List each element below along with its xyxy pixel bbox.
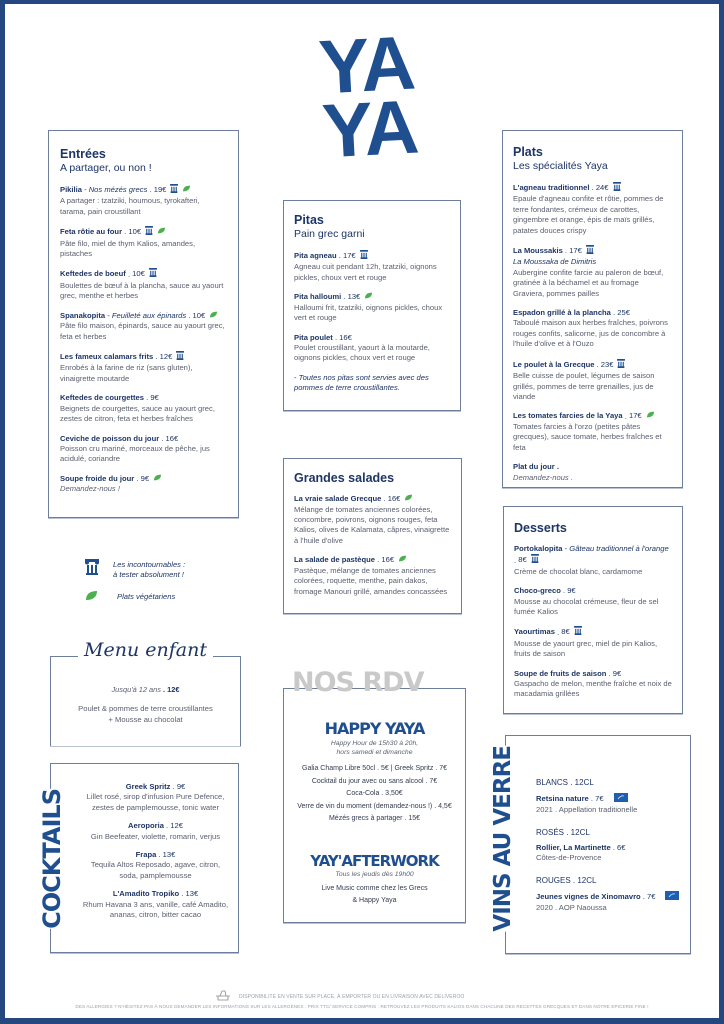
item-name: Soupe de fruits de saison bbox=[514, 668, 607, 678]
legend-vegetarian bbox=[85, 588, 245, 606]
item-title bbox=[294, 333, 450, 343]
cocktail-item bbox=[81, 850, 230, 881]
item-title bbox=[294, 494, 451, 505]
menu-page bbox=[5, 4, 719, 1018]
item-title bbox=[514, 544, 672, 567]
rdv-section bbox=[283, 667, 466, 923]
item-price: . 25€ bbox=[611, 308, 630, 317]
leaf-icon bbox=[209, 311, 218, 321]
item-description: Demandez-nous ! bbox=[60, 484, 120, 494]
item-name: Pita halloumi bbox=[294, 292, 342, 302]
item-title bbox=[60, 393, 227, 403]
item-title bbox=[514, 626, 672, 638]
footnote-text: Toutes nos pitas sont servies avec des pommes de terre croustillantes. bbox=[294, 372, 429, 393]
menu-item bbox=[513, 462, 672, 483]
item-name: Yaourtimas bbox=[514, 627, 555, 637]
organic-label-icon bbox=[665, 891, 679, 903]
afterwork-line: & Happy Yaya bbox=[352, 897, 397, 904]
item-description: Mousse au chocolat crémeuse, fleur de sel fumée Kalios bbox=[514, 596, 659, 617]
wine-name: Rollier, La Martinette bbox=[536, 842, 611, 852]
cocktail-item bbox=[81, 782, 230, 813]
offer-line: Coca-Cola . 3,50€ bbox=[346, 790, 403, 797]
menu-item bbox=[60, 268, 227, 301]
menu-item bbox=[60, 311, 227, 342]
menu-item bbox=[60, 393, 227, 424]
item-title bbox=[294, 250, 450, 262]
item-description: Pâte filo maison, épinards, sauce au yaourt grec, feta et herbes bbox=[60, 321, 225, 341]
menu-enfant-section bbox=[50, 639, 241, 746]
kids-age-price bbox=[51, 685, 240, 695]
legend bbox=[85, 559, 245, 606]
cocktail-name: L'Amadito Tropiko bbox=[112, 889, 180, 899]
item-name: L'agneau traditionnel bbox=[513, 183, 590, 193]
happy-yaya-title: HAPPY YAYA bbox=[324, 719, 425, 738]
item-note: - Nos mézés grecs bbox=[82, 185, 147, 194]
menu-item bbox=[513, 411, 672, 453]
happy-offers bbox=[284, 763, 465, 826]
item-title bbox=[513, 182, 672, 194]
item-title bbox=[60, 311, 227, 322]
wine-name: Retsina nature bbox=[536, 794, 589, 804]
wine-title bbox=[536, 891, 682, 903]
section-title: Menu enfant bbox=[78, 639, 213, 661]
column-icon bbox=[170, 184, 178, 196]
footer-availability: DISPONIBILITE EN VENTE SUR PLACE, À EMPORTER OU EN LIVRAISON AVEC DELIVEROO bbox=[239, 994, 465, 1000]
section-title: Plats bbox=[513, 145, 543, 159]
offer-line: Galia Champ Libre 50cl . 5€ | Greek Spritz . 7€ bbox=[302, 765, 447, 772]
item-price: . 12€ bbox=[153, 352, 172, 361]
item-title bbox=[60, 268, 227, 280]
cocktail-price: . 12€ bbox=[164, 821, 183, 830]
column-icon bbox=[145, 226, 153, 238]
cocktail-price: . 9€ bbox=[170, 782, 185, 791]
item-note: - Feuilleté aux épinards bbox=[105, 311, 186, 320]
menu-item bbox=[294, 333, 450, 364]
item-description: Beignets de courgettes, sauce au yaourt grec, zestes de citron, feta et herbes fraîches bbox=[60, 403, 215, 424]
cocktail-description: Tequila Altos Reposado, agave, citron, soda, pamplemousse bbox=[90, 860, 221, 880]
cocktail-title bbox=[81, 782, 230, 792]
item-price: . 10€ bbox=[122, 227, 141, 236]
item-description: Poulet croustillant, yaourt à la moutarde, oignons pickles, choux vert et rouge bbox=[294, 343, 430, 363]
pitas-section bbox=[283, 200, 461, 411]
leaf-icon bbox=[404, 494, 413, 504]
item-title bbox=[60, 351, 227, 363]
wine-description: 2020 . AOP Naoussa bbox=[536, 903, 607, 913]
section-subtitle: A partager, ou non ! bbox=[60, 162, 152, 174]
section-title: Desserts bbox=[514, 521, 567, 535]
item-title bbox=[60, 226, 227, 238]
logo-line-2: YA bbox=[320, 84, 420, 175]
cocktail-name: Frapa bbox=[135, 850, 157, 860]
leaf-icon bbox=[364, 292, 373, 302]
offer-line: Cocktail du jour avec ou sans alcool . 7€ bbox=[311, 777, 438, 785]
item-title bbox=[513, 411, 672, 422]
menu-item bbox=[294, 250, 450, 283]
item-title bbox=[60, 474, 227, 485]
wine-price: . 7€ bbox=[589, 794, 604, 803]
item-description: Boulettes de bœuf à la plancha, sauce au yaourt grec, menthe et herbes bbox=[60, 280, 224, 301]
wine-item bbox=[536, 793, 682, 816]
wine-price: . 7€ bbox=[641, 892, 656, 901]
menu-item bbox=[60, 351, 227, 384]
item-name: Keftedes de boeuf bbox=[60, 269, 126, 279]
salades-section bbox=[283, 458, 462, 614]
item-description: Tomates farcies à l'orzo (petites pâtes grecques), sauce tomate, herbes fraîches et feta bbox=[513, 421, 662, 452]
wine-title bbox=[536, 793, 682, 805]
leaf-icon bbox=[157, 227, 166, 237]
menu-item bbox=[513, 245, 672, 299]
item-name: Spanakopita bbox=[60, 310, 106, 320]
column-icon bbox=[85, 559, 107, 580]
item-title bbox=[513, 359, 672, 371]
happy-hours: Happy Hour de 15h30 à 20h, bbox=[330, 740, 419, 747]
wine-group-label: BLANCS . 12CL bbox=[536, 778, 594, 787]
menu-item bbox=[513, 359, 672, 403]
leaf-icon bbox=[646, 411, 655, 421]
wine-item bbox=[536, 843, 682, 864]
item-name: La Moussakis bbox=[513, 246, 563, 256]
item-title bbox=[294, 292, 450, 303]
item-price: . 9€ bbox=[606, 669, 621, 678]
leaf-icon bbox=[182, 185, 191, 195]
item-name: Pita agneau bbox=[294, 251, 337, 261]
menu-item bbox=[60, 184, 227, 217]
menu-item bbox=[60, 434, 227, 465]
item-price: . 19€ bbox=[147, 185, 166, 194]
item-name: Les tomates farcies de la Yaya bbox=[513, 411, 623, 421]
footer-allergens: DES ALLERGIES ? N'HÉSITEZ PAS À NOUS DEMANDER LES INFORMATIONS SUR LES ALLERGÈNES . PRIX TTC/ SERVICE COMPRIS . RETROUVEZ LES PRODUITS KALIOS DANS CHACUNE DES RECETTES GRECQUES ET DANS NOTRE EPICERIE FINE ! bbox=[75, 1004, 649, 1009]
cocktail-title bbox=[81, 821, 230, 831]
item-description: Crème de chocolat blanc, cardamome bbox=[514, 566, 643, 576]
item-name: Keftedes de courgettes bbox=[60, 393, 144, 403]
item-price: . 24€ bbox=[589, 183, 608, 192]
item-price: . 16€ bbox=[381, 494, 400, 503]
item-name: Le poulet à la Grecque bbox=[513, 359, 595, 369]
offer-line: Mézés grecs à partager . 15€ bbox=[328, 815, 421, 822]
menu-item bbox=[513, 182, 672, 236]
item-title bbox=[60, 184, 227, 196]
column-icon bbox=[176, 351, 184, 363]
wine-group-label: ROSÉS . 12CL bbox=[536, 827, 590, 837]
item-title bbox=[514, 586, 672, 596]
item-price: . 9€ bbox=[134, 474, 149, 483]
wine-description: Côtes-de-Provence bbox=[536, 853, 602, 863]
item-price: . 8€ bbox=[514, 556, 527, 565]
desc-line: + Mousse au chocolat bbox=[108, 714, 183, 724]
section-subtitle: Les spécialités Yaya bbox=[513, 160, 608, 172]
plats-section bbox=[502, 130, 683, 488]
item-price: . 23€ bbox=[594, 360, 613, 369]
happy-days: hors samedi et dimanche bbox=[336, 749, 413, 756]
wine-price: . 6€ bbox=[611, 843, 626, 852]
legend-text: Les incontournables : bbox=[113, 559, 186, 569]
item-name: Soupe froide du jour bbox=[60, 473, 135, 483]
item-name: La vraie salade Grecque bbox=[294, 494, 382, 504]
item-description: Belle cuisse de poulet, légumes de saison grillés, pommes de terre grenailles, jus de viande bbox=[513, 371, 655, 401]
menu-item bbox=[514, 586, 672, 617]
item-subline: La Moussaka de Dimitris bbox=[513, 257, 597, 267]
wine-name: Jeunes vignes de Xinomavro bbox=[536, 891, 641, 901]
cocktail-item bbox=[81, 821, 230, 842]
legend-text: à tester absolument ! bbox=[113, 569, 184, 579]
item-name: Ceviche de poisson du jour bbox=[60, 433, 160, 443]
offer-line: Verre de vin du moment (demandez-nous !) . 4,5€ bbox=[297, 802, 452, 810]
vins-section bbox=[505, 735, 691, 954]
cocktail-description: Rhum Havana 3 ans, vanille, café Amadito, ananas, citron, bitter cacao bbox=[82, 899, 229, 920]
item-title bbox=[60, 434, 227, 444]
item-description: Poisson cru mariné, morceaux de pêche, jus acidulé, coriandre bbox=[60, 443, 210, 464]
cocktails-title: COCKTAILS bbox=[38, 789, 66, 929]
item-title bbox=[294, 555, 451, 566]
kids-age: Jusqu'à 12 ans bbox=[111, 685, 161, 694]
menu-item bbox=[294, 555, 451, 597]
item-title bbox=[513, 308, 672, 318]
item-name: Pikilia bbox=[60, 185, 82, 195]
organic-label-icon bbox=[614, 793, 628, 805]
section-title: Pitas bbox=[294, 213, 324, 227]
column-icon bbox=[149, 268, 157, 280]
item-description: Pastèque, mélange de tomates anciennes colorées, roquette, menthe, pain dakos, fromage Manouri grillé, amandes concassées bbox=[294, 565, 448, 596]
cocktail-name: Aeroporia bbox=[128, 821, 164, 831]
item-description: A partager : tzatziki, houmous, tyrokafteri, tarama, pain croustillant bbox=[60, 196, 200, 216]
item-description: Halloumi frit, tzatziki, oignons pickles, choux vert et rouge bbox=[294, 302, 443, 323]
item-price: . 10€ bbox=[186, 311, 205, 320]
item-description: Aubergine confite farcie au paleron de bœuf, gratinée à la béchamel et au fromage Graviera, pommes pailles bbox=[513, 267, 664, 298]
yaya-logo bbox=[300, 20, 437, 175]
item-price: . 9€ bbox=[561, 586, 576, 595]
item-price: . 16€ bbox=[159, 434, 178, 443]
item-description: Pâte filo, miel de thym Kalios, amandes, pistaches bbox=[60, 238, 196, 259]
afterwork-line: Live Music comme chez les Grecs bbox=[321, 884, 428, 892]
cocktail-price: . 13€ bbox=[179, 889, 198, 898]
leaf-icon bbox=[398, 555, 407, 565]
cocktail-description: Lillet rosé, sirop d'infusion Pure Defence, zestes de pamplemousse, tonic water bbox=[86, 792, 225, 812]
cocktail-title bbox=[81, 889, 230, 899]
item-name: Pita poulet bbox=[294, 332, 333, 342]
column-icon bbox=[613, 182, 621, 194]
wine-title bbox=[536, 843, 682, 853]
item-price: . 8€ bbox=[555, 628, 570, 637]
item-description: Enrobés à la farine de riz (sans gluten), vinaigrette moutarde bbox=[60, 363, 193, 383]
cocktail-title bbox=[81, 850, 230, 860]
menu-item bbox=[514, 626, 672, 659]
wine-item bbox=[536, 891, 682, 914]
item-name: Portokalopita bbox=[514, 544, 563, 553]
item-price: . 17€ bbox=[623, 412, 642, 421]
title-wrap bbox=[51, 639, 240, 661]
menu-item bbox=[514, 669, 672, 700]
desserts-section bbox=[503, 506, 683, 714]
item-name: Les fameux calamars frits bbox=[60, 352, 154, 362]
wine-description: 2021 . Appellation traditionelle bbox=[536, 805, 638, 815]
item-name: Plat du jour . bbox=[513, 462, 559, 472]
item-title bbox=[513, 245, 672, 257]
column-icon bbox=[574, 626, 582, 638]
item-description: Gaspacho de melon, menthe fraîche et noix de macadamia grillées bbox=[514, 679, 672, 699]
item-name: La salade de pastèque bbox=[294, 555, 376, 565]
cocktail-price: . 13€ bbox=[156, 850, 175, 859]
kids-menu-desc bbox=[51, 704, 240, 725]
item-description: Epaule d'agneau confite et rôtie, pommes de terre fondantes, crémeux de carottes, gingembre et orange, épis de maïs grillés, patates douces crispy bbox=[513, 194, 664, 235]
item-title bbox=[513, 462, 672, 472]
column-icon bbox=[531, 554, 539, 566]
item-name: Feta rôtie au four bbox=[60, 227, 123, 237]
section-title: NOS RDV bbox=[292, 667, 424, 698]
legend-must-try bbox=[85, 559, 245, 580]
item-price: . 10€ bbox=[126, 270, 145, 279]
kids-price: . 12€ bbox=[161, 685, 180, 694]
item-price: . 17€ bbox=[563, 246, 582, 255]
pitas-footnote bbox=[294, 373, 450, 394]
cocktails-section bbox=[50, 763, 239, 953]
item-title bbox=[514, 669, 672, 679]
column-icon bbox=[617, 359, 625, 371]
item-name: Choco-greco bbox=[514, 586, 561, 596]
item-description: Mousse de yaourt grec, miel de pin Kalios, fruits de saison bbox=[514, 638, 658, 659]
afterwork-title: YAY'AFTERWORK bbox=[310, 851, 439, 870]
section-title: Grandes salades bbox=[294, 471, 395, 485]
entrees-section bbox=[48, 130, 239, 518]
wine-group-label: ROUGES . 12CL bbox=[536, 875, 597, 885]
menu-item bbox=[60, 226, 227, 259]
item-description: Demandez-nous . bbox=[513, 472, 573, 482]
section-subtitle: Pain grec garni bbox=[294, 228, 365, 240]
item-price: . 17€ bbox=[337, 251, 356, 260]
logo-line-1: YA bbox=[316, 20, 416, 111]
vins-title: VINS AU VERRE bbox=[490, 746, 516, 932]
menu-item bbox=[294, 292, 450, 323]
legend-text: Plats végétariens bbox=[117, 592, 176, 601]
column-icon bbox=[586, 245, 594, 257]
desc-line: Poulet & pommes de terre croustillantes bbox=[78, 704, 213, 714]
column-icon bbox=[360, 250, 368, 262]
menu-item bbox=[60, 474, 227, 495]
cocktail-name: Greek Spritz bbox=[125, 782, 171, 791]
leaf-icon bbox=[85, 588, 107, 606]
item-price: . 16€ bbox=[333, 333, 352, 342]
cocktail-item bbox=[81, 889, 230, 920]
afterwork-schedule: Tous les jeudis dès 19h00 bbox=[335, 870, 414, 878]
item-name: Espadon grillé à la plancha bbox=[513, 308, 611, 318]
item-price: . 16€ bbox=[375, 555, 394, 564]
cocktail-description: Gin Beefeater, violette, romarin, verjus bbox=[90, 831, 221, 841]
item-note: - Gâteau traditionnel à l'orange bbox=[563, 544, 669, 553]
menu-item bbox=[294, 494, 451, 546]
item-price: . 13€ bbox=[341, 292, 360, 301]
section-title: Entrées bbox=[60, 147, 106, 161]
menu-item bbox=[514, 544, 672, 577]
item-price: . 9€ bbox=[144, 393, 159, 402]
item-description: Mélange de tomates anciennes colorées, concombre, poivrons, oignons rouges, feta Kalios, olives de Kalamata, câpres, vinaigrette à l'huile d'olive bbox=[294, 504, 450, 545]
item-description: Agneau cuit pendant 12h, tzatziki, oignons pickles, choux vert et rouge bbox=[294, 262, 437, 282]
leaf-icon bbox=[153, 474, 162, 484]
menu-item bbox=[513, 308, 672, 350]
item-description: Taboulé maison aux herbes fraîches, poivrons rouges confits, salicorne, jus de concombre à l'huile d'olive et à l'Ouzo bbox=[513, 318, 668, 349]
